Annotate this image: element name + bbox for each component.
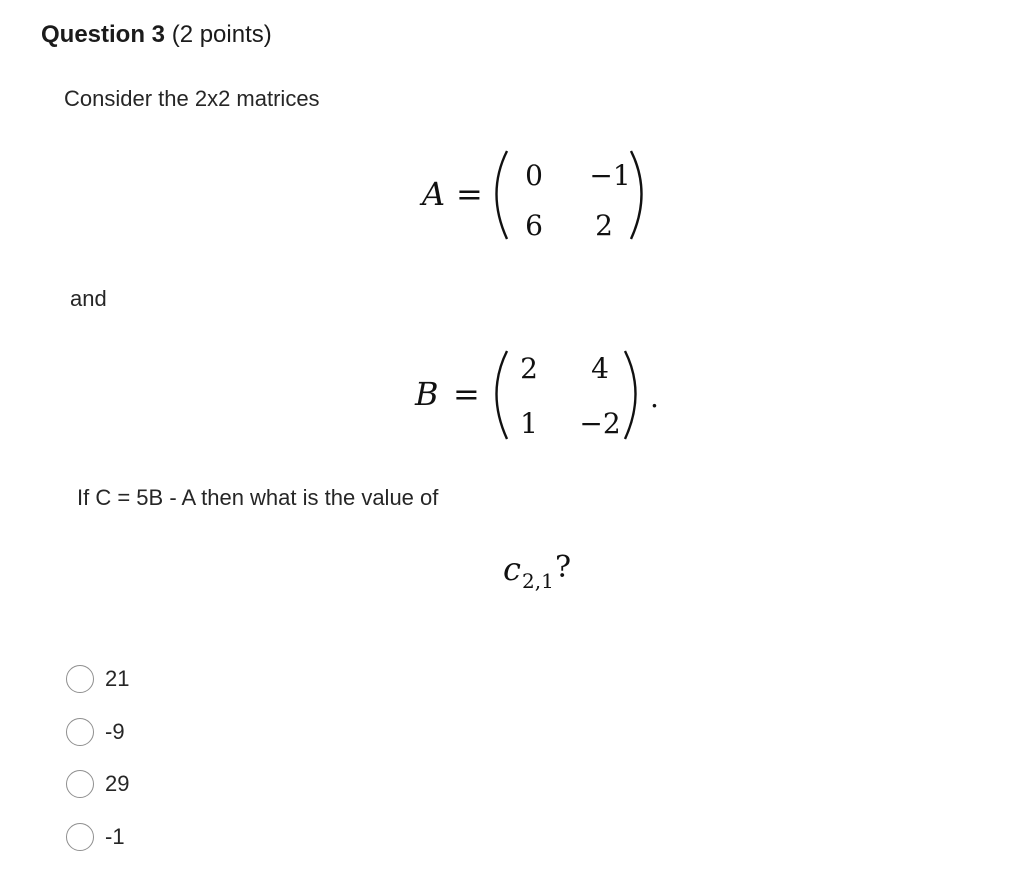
matrix-b-equals: = (453, 375, 480, 413)
matrix-a-cell-2-2: 2 (595, 209, 613, 242)
matrix-a-equals: = (456, 175, 483, 213)
matrix-a-cell-1-1: 0 (525, 159, 543, 192)
matrix-b-name: B (415, 375, 439, 413)
choice-option-4[interactable] (66, 820, 129, 854)
matrix-b-cell-1-1: 2 (520, 352, 538, 385)
choice-label[interactable]: -9 (105, 718, 125, 744)
choice-label[interactable]: -1 (105, 823, 125, 849)
choice-label[interactable]: 21 (105, 666, 130, 691)
matrix-a-right-paren (631, 151, 642, 239)
matrix-b-cell-2-2: −2 (579, 407, 621, 440)
matrix-b-right-paren (625, 351, 636, 439)
target-subscript: 2,1 (522, 569, 554, 593)
matrix-b-equation (405, 345, 675, 449)
matrix-b-cell-2-1: 1 (520, 407, 538, 440)
radio-button[interactable] (66, 718, 94, 746)
matrix-b-cell-1-2: 4 (591, 352, 609, 385)
matrix-a-cell-1-2: −1 (589, 159, 631, 192)
matrix-a-equation (410, 145, 670, 249)
choice-option-2[interactable] (66, 715, 129, 749)
matrix-a-left-paren (497, 151, 508, 239)
prompt-intro: Consider the 2x2 matrices (64, 86, 320, 111)
question-header (41, 20, 272, 50)
radio-button[interactable] (66, 665, 94, 693)
matrix-b-left-paren (497, 351, 508, 439)
matrix-a-cell-2-1: 6 (525, 209, 543, 242)
target-entry (495, 545, 595, 595)
radio-button[interactable] (66, 770, 94, 798)
question-title: Question 3 (41, 21, 166, 48)
radio-button[interactable] (66, 823, 94, 851)
choice-option-3[interactable] (66, 767, 129, 801)
answer-choices (66, 662, 129, 872)
prompt-ask: If C = 5B - A then what is the value of (77, 485, 439, 510)
choice-option-1[interactable] (66, 662, 129, 696)
matrix-b-trailing: . (650, 381, 659, 414)
choice-label[interactable]: 29 (105, 771, 130, 796)
target-suffix: ? (555, 550, 572, 585)
prompt-conjunction: and (70, 286, 107, 311)
matrix-a-name: A (422, 175, 446, 213)
question-points: (2 points) (171, 21, 272, 48)
target-symbol: c (503, 550, 521, 588)
